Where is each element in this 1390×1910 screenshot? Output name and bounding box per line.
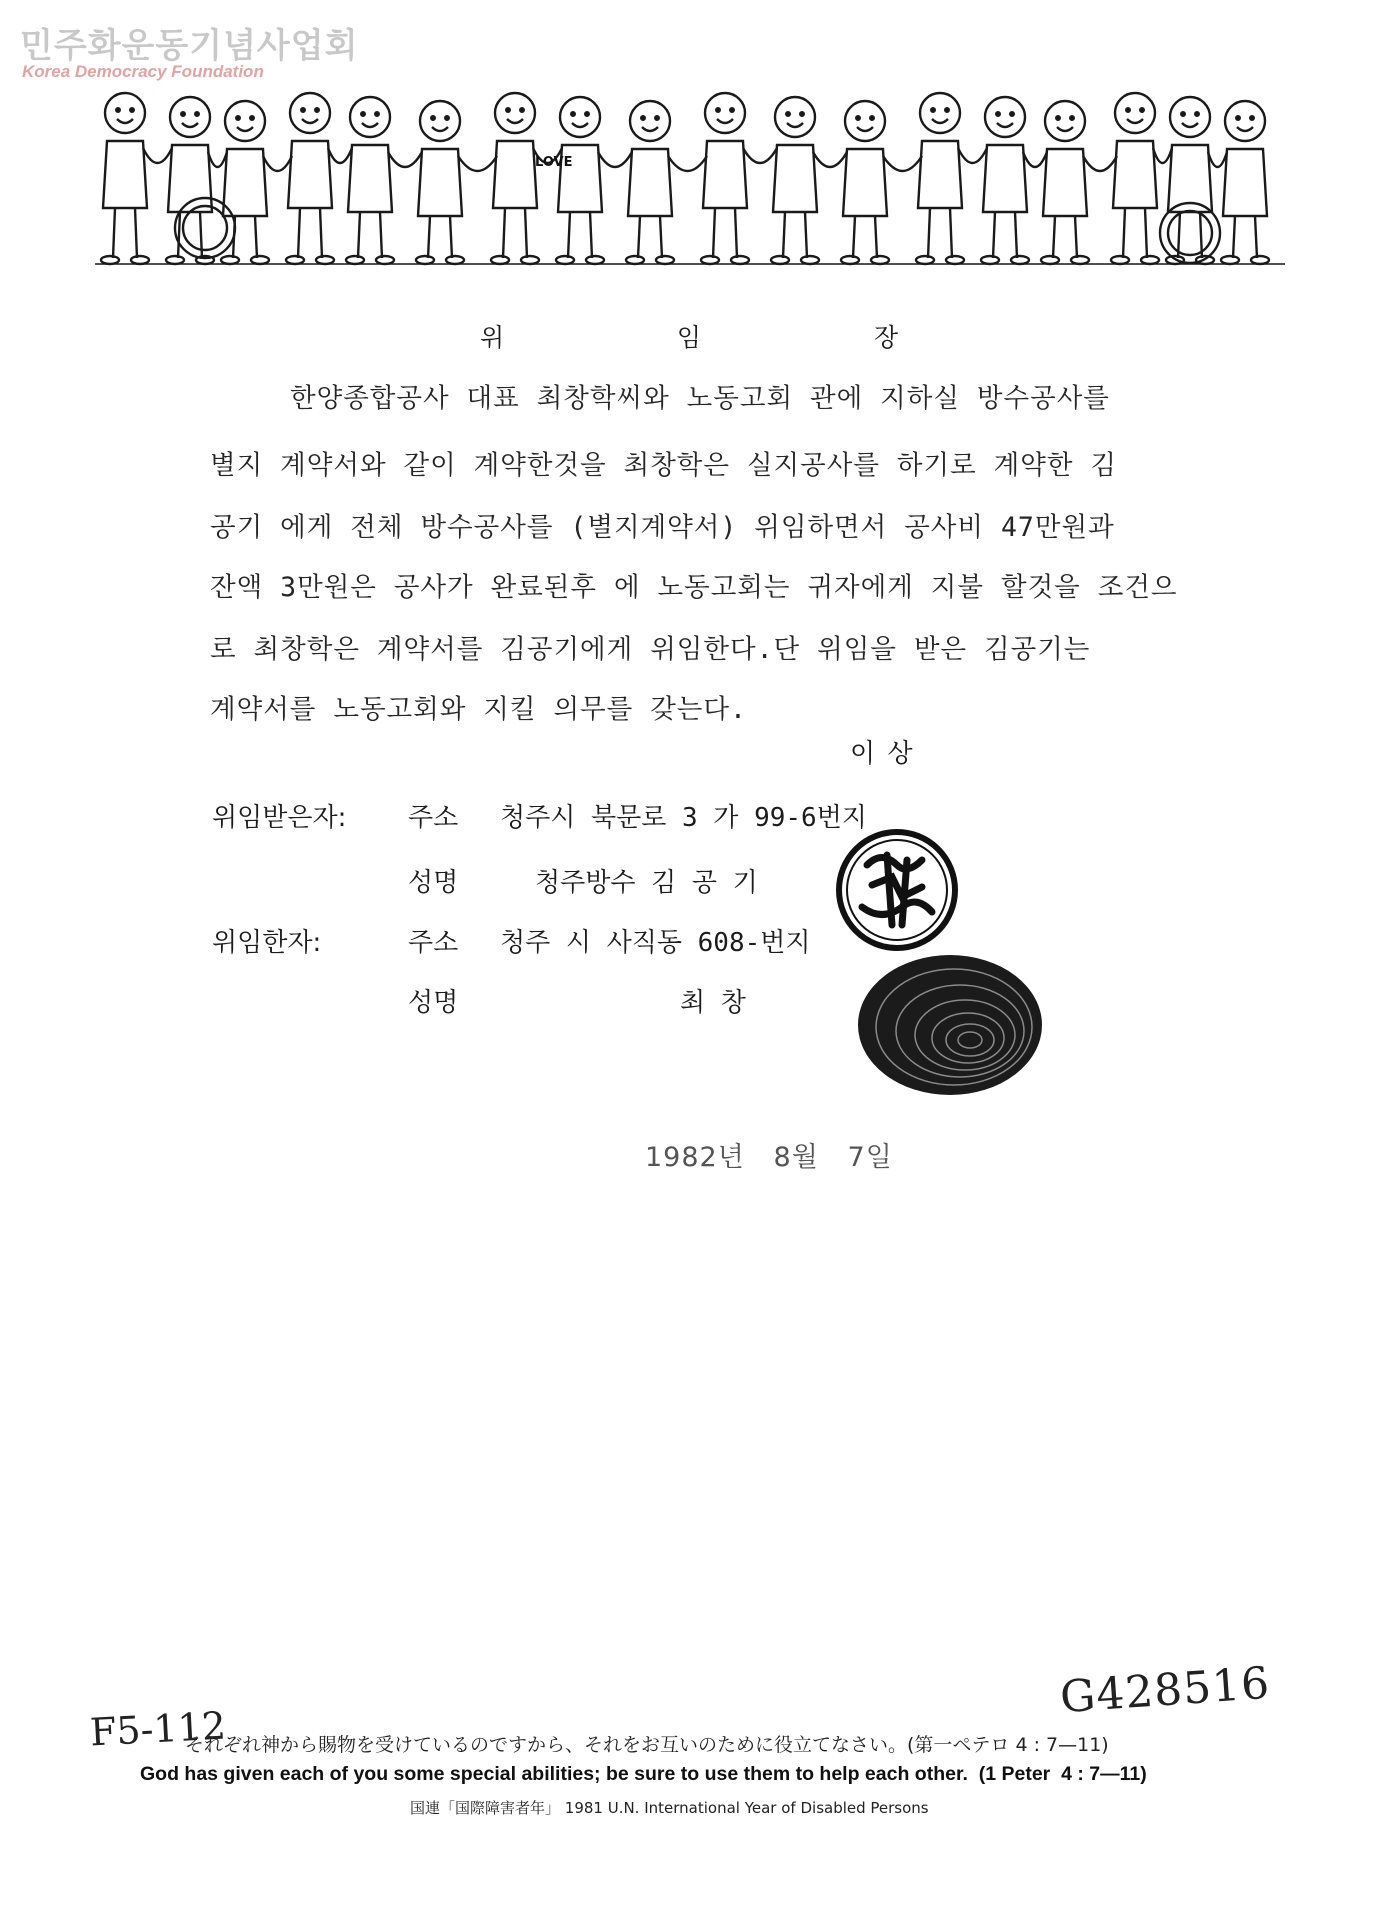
body-line-4: 잔액 3만원은 공사가 완료된후 에 노동고회는 귀자에게 지불 할것을 조건으 [210, 572, 1178, 603]
body-line-1: 한양종합공사 대표 최창학씨와 노동고회 관에 지하실 방수공사를 [290, 383, 1110, 414]
banner-figure [841, 101, 922, 264]
body-line-6: 계약서를 노동고회와 지킬 의무를 갖는다. [210, 694, 747, 725]
banner-figure [1111, 93, 1172, 264]
title-char-1: 위 [480, 323, 507, 352]
footer-japanese-verse: それぞれ神から賜物を受けているのですから、それをお互いのために役立てなさい。(第一ペテロ 4 : 7—11) [185, 1734, 1109, 1756]
banner-shirt-text: LOVE [535, 155, 573, 170]
recipient-address-label: 주소 [408, 803, 459, 833]
recipient-address: 청주시 북문로 3 가 99-6번지 [500, 803, 867, 833]
delegator-name: 최 창 [680, 988, 746, 1018]
seal-stamp [832, 825, 962, 955]
banner-figure [771, 97, 847, 264]
title-char-2: 임 [676, 323, 704, 352]
delegator-address-label: 주소 [408, 928, 459, 958]
document-date: 1982년 8월 7일 [645, 1142, 893, 1173]
banner-figure [916, 93, 987, 264]
banner-figure [166, 97, 227, 264]
title-char-3: 장 [873, 323, 900, 352]
banner-figure [491, 93, 562, 264]
delegator-name-label: 성명 [408, 988, 459, 1018]
document-title [480, 318, 900, 354]
recipient-name-label: 성명 [408, 868, 459, 898]
footer-english-verse: God has given each of you some special abilities; be sure to use them to help each other. (1 Peter 4 : 7—11) [140, 1763, 1147, 1785]
body-line-5: 로 최창학은 계약서를 김공기에게 위임한다.단 위임을 받은 김공기는 [210, 634, 1091, 665]
banner-illustration [95, 68, 1285, 273]
banner-figure [1166, 97, 1227, 264]
body-line-3: 공기 에게 전체 방수공사를 (별지계약서) 위임하면서 공사비 47만원과 [210, 512, 1115, 543]
banner-figure [1041, 101, 1117, 264]
banner-figure [346, 97, 422, 264]
footer-un-year: 国連「国際障害者年」 1981 U.N. International Year of Disabled Persons [410, 1799, 929, 1817]
banner-figure [981, 97, 1047, 264]
banner-figure [1221, 101, 1269, 264]
thumbprint [850, 945, 1045, 1105]
banner-figure [416, 101, 497, 264]
banner-figure [701, 93, 777, 264]
banner-figure [101, 93, 172, 264]
delegator-label: 위임한자: [212, 928, 322, 958]
body-line-2: 별지 계약서와 같이 계약한것을 최창학은 실지공사를 하기로 계약한 김 [210, 450, 1118, 481]
closing-mark: 이 상 [850, 739, 915, 769]
watermark-korean: 민주화운동기념사업회 [20, 26, 359, 66]
recipient-label: 위임받은자: [212, 803, 347, 833]
banner-figure [286, 93, 352, 264]
wheelchair-wheel-inner [1168, 211, 1212, 255]
handwritten-code-right: G428516 [1058, 1657, 1272, 1724]
banner-figure [556, 97, 632, 264]
delegator-address: 청주 시 사직동 608-번지 [500, 928, 811, 958]
banner-figure [626, 101, 707, 264]
watermark-english: Korea Democracy Foundation [22, 62, 264, 81]
handwritten-code-left: F5-112 [88, 1703, 227, 1755]
recipient-name: 청주방수 김 공 기 [535, 868, 758, 898]
banner-figures [101, 93, 1269, 264]
